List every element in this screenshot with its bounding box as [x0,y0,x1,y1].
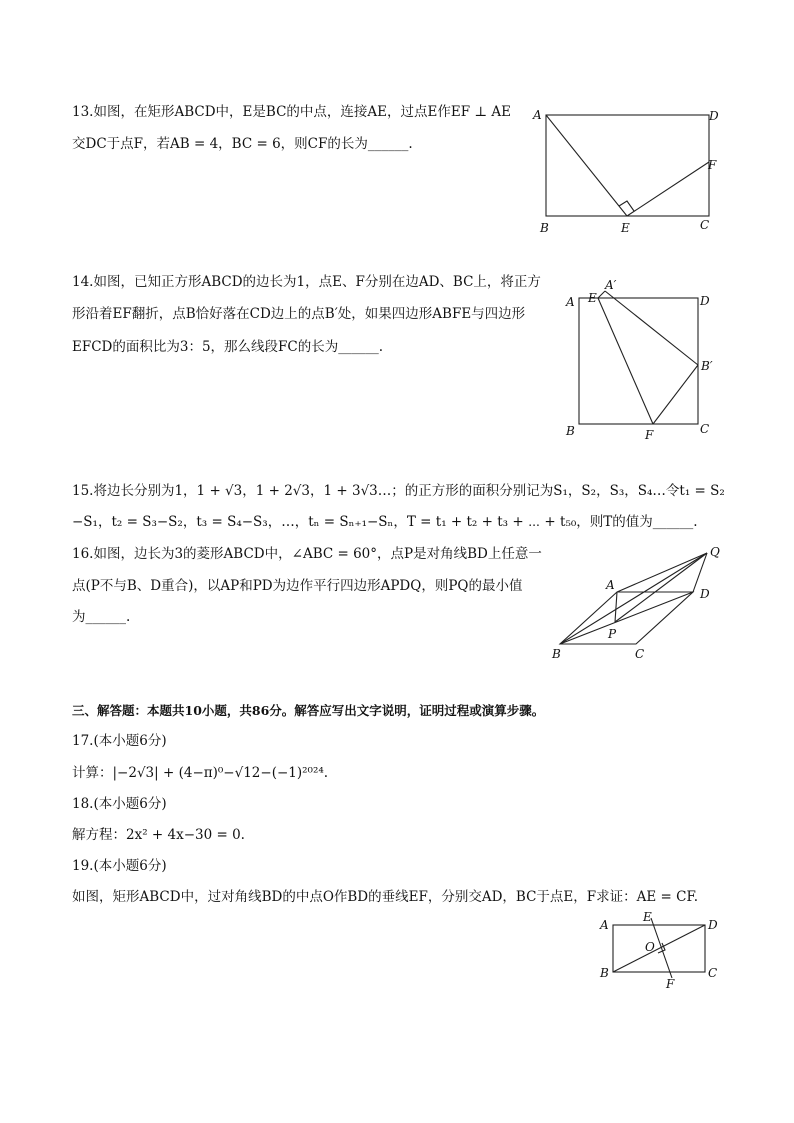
q16-label-c: C [635,647,645,661]
q14-line-2: 形沿着EF翻折，点B恰好落在CD边上的点B′处，如果四边形ABFE与四边形 [72,306,526,322]
q16-segment-bq [560,553,707,644]
q18-body: 解方程：2x² + 4x−30 = 0. [72,827,245,843]
q15-line-2: −S₁，t₂ = S₃−S₂，t₃ = S₄−S₃，…，tₙ = Sₙ₊₁−Sₙ，T = t₁ + t₂ + t₃ + ⋯ + t₅₀，则T的值为______. [72,514,698,530]
q13-line-2: 交DC于点F，若AB = 4，BC = 6，则CF的长为______. [72,136,413,152]
q16-label-d: D [700,587,710,601]
q19-label-o: O [645,940,655,954]
q16-label-p: P [608,627,617,641]
q14-label-c: C [700,422,710,436]
q19-label-f: F [666,977,675,991]
q14-label-a: A [566,295,575,309]
q16-label-q: Q [710,545,720,559]
q14-label-ap: A′ [605,278,617,292]
q14-label-b: B [566,424,575,438]
q19-label-e: E [643,910,652,924]
q19-body: 如图，矩形ABCD中，过对角线BD的中点O作BD的垂线EF，分别交AD，BC于点E，F求证：AE = CF. [72,889,699,905]
q14-line-3: EFCD的面积比为3：5，那么线段FC的长为______. [72,339,384,355]
q13-figure-rectangle [530,105,730,235]
q14-segment-fbp [653,365,698,424]
q14-label-d: D [700,294,710,308]
q15-line-1: 15.将边长分别为1，1 + √3，1 + 2√3，1 + 3√3…；的正方形的面积分别记为S₁，S₂，S₃，S₄…令t₁ = S₂ [72,483,725,499]
q13-label-a: A [533,108,542,122]
q16-line-3: 为______. [72,609,131,625]
q16-segment-pq [615,553,707,622]
q19-label-a: A [600,918,609,932]
q13-segment-ef [627,162,709,216]
q16-figure-rhombus [545,540,735,665]
q13-label-f: F [708,158,717,172]
q13-label-b: B [540,221,549,235]
q19-figure-rectangle [595,908,735,993]
q13-segment-ae [546,115,627,216]
q16-label-b: B [552,647,561,661]
q13-label-c: C [700,218,710,232]
q14-figure-square-fold [560,275,730,445]
q16-line-1: 16.如图，边长为3的菱形ABCD中，∠ABC = 60°，点P是对角线BD上任意一 [72,546,542,562]
q19-label-c: C [708,966,718,980]
q19-diagonal-bd [613,925,705,972]
q19-label-d: D [708,918,718,932]
q13-label-d: D [709,109,719,123]
q14-line-1: 14.如图，已知正方形ABCD的边长为1，点E、F分别在边AD、BC上，将正方 [72,274,541,290]
section-3-heading: 三、解答题：本题共10小题，共86分。解答应写出文字说明，证明过程或演算步骤。 [72,703,545,718]
q14-label-bp: B′ [701,359,713,373]
q14-segment-eap [598,291,605,298]
q19-label-b: B [600,966,609,980]
q17-body: 计算：|−2√3| + (4−π)⁰−√12−(−1)²⁰²⁴. [72,765,329,781]
q18-header: 18.(本小题6分) [72,796,167,812]
q17-header: 17.(本小题6分) [72,733,167,749]
q16-label-a: A [606,578,615,592]
q14-square-abcd [579,298,698,424]
q13-line-1: 13.如图，在矩形ABCD中，E是BC的中点，连接AE，过点E作EF ⊥ AE [72,104,511,120]
q13-label-e: E [621,221,630,235]
q16-segment-ap [615,592,617,622]
q16-line-2: 点(P不与B、D重合)，以AP和PD为边作平行四边形APDQ，则PQ的最小值 [72,578,523,594]
q16-diagonal-bd [560,592,693,644]
q14-label-f: F [645,428,654,442]
q14-label-e: E [588,291,597,305]
q19-header: 19.(本小题6分) [72,858,167,874]
q14-segment-ef [598,298,653,424]
q14-segment-apbp [605,291,698,365]
